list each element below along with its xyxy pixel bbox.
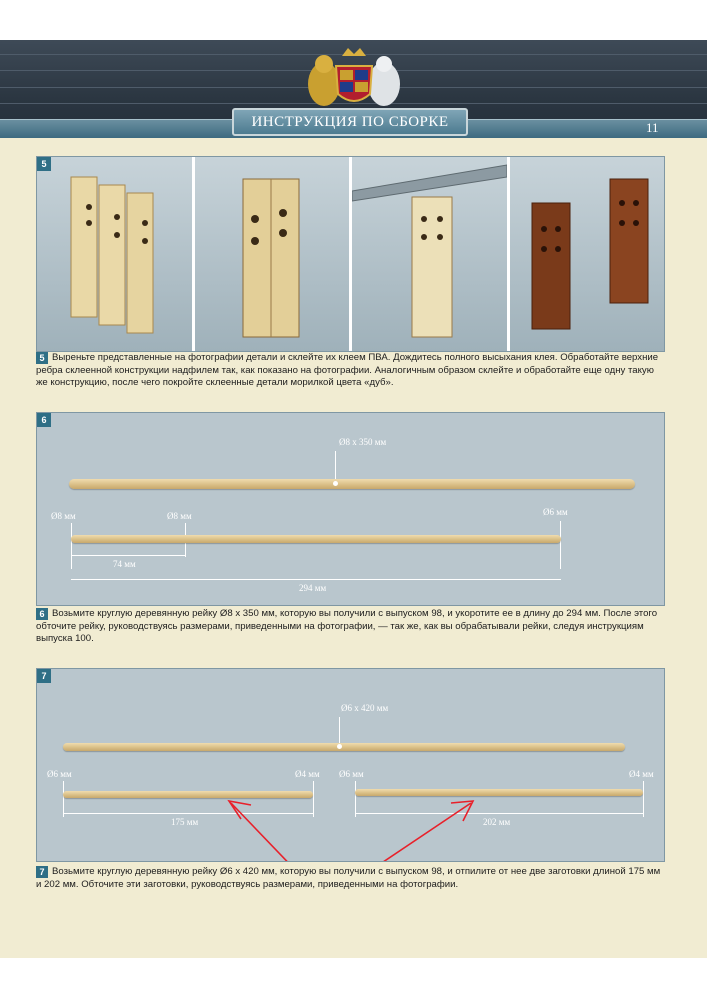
page-title: ИНСТРУКЦИЯ ПО СБОРКЕ	[232, 108, 468, 136]
step6-caption	[36, 608, 666, 646]
step5-photo-2	[195, 157, 349, 351]
caption-text: Возьмите круглую деревянную рейку Ø8 x 350 мм, которую вы получили с выпуском 98, и укоротите ее в длину до 294 мм. После этого обточите рейку, руководствуясь размерами, приведенными на фотографии, — так же, как вы обрабатывали рейки, следуя инструкциям выпуска 100.	[36, 608, 658, 644]
length-label: 175 мм	[171, 817, 199, 827]
diameter-label: Ø8 мм	[51, 511, 76, 521]
rod-dimension-label: Ø8 x 350 мм	[339, 437, 387, 447]
step5-caption	[36, 352, 666, 390]
length-label: 294 мм	[299, 583, 327, 593]
glued-blocks-image	[37, 157, 192, 351]
step7-caption	[36, 866, 666, 891]
caption-text: Выреньте представленные на фотографии детали и склейте их клеем ПВА. Дождитесь полного высыхания клея. Обработайте верхние ребра склеенной конструкции надфилем так, как показано на фотографии. Аналогичным образом склейте и обработайте еще одну такую же конструкцию, после чего покройте склеенные детали морилкой цвета «дуб».	[36, 352, 659, 388]
rod-dimension-label: Ø6 x 420 мм	[341, 703, 389, 713]
royal-crest-icon	[296, 42, 412, 112]
length-label: 74 мм	[113, 559, 136, 569]
dimension-line	[71, 555, 185, 556]
caption-text: Возьмите круглую деревянную рейку Ø6 x 420 мм, которую вы получили с выпуском 98, и отпилите от нее две заготовки длиной 175 мм и 202 мм. Обточите эти заготовки, руководствуясь размерами, приведенными на фотографии.	[36, 866, 661, 890]
dimension-tick	[71, 523, 72, 569]
caption-badge: 6	[36, 608, 48, 620]
stained-blocks-image	[510, 157, 664, 351]
rod-294	[71, 535, 561, 543]
rod-350	[69, 479, 635, 489]
diameter-label: Ø6 мм	[47, 769, 72, 779]
step6-panel	[36, 412, 665, 606]
step5-panel	[36, 156, 665, 352]
diameter-label: Ø4 мм	[295, 769, 320, 779]
stacked-block-image	[195, 157, 349, 351]
dimension-line	[71, 579, 561, 580]
step5-photo-1	[37, 157, 192, 351]
step-badge: 7	[37, 669, 51, 683]
leader-line	[335, 451, 336, 479]
step-badge: 5	[37, 157, 51, 171]
diameter-label: Ø4 мм	[629, 769, 654, 779]
leader-dot	[333, 481, 338, 486]
diameter-label: Ø6 мм	[543, 507, 568, 517]
diameter-label: Ø8 мм	[167, 511, 192, 521]
file-block-image	[352, 157, 507, 351]
length-label: 202 мм	[483, 817, 511, 827]
red-arrows-annotation	[37, 669, 664, 861]
manual-page	[0, 40, 707, 958]
page-number: 11	[646, 120, 659, 135]
step5-photo-3	[352, 157, 507, 351]
caption-badge: 7	[36, 866, 48, 878]
step7-panel	[36, 668, 665, 862]
caption-badge: 5	[36, 352, 48, 364]
step5-photo-4	[510, 157, 664, 351]
dimension-tick	[560, 521, 561, 569]
step-badge: 6	[37, 413, 51, 427]
diameter-label: Ø6 мм	[339, 769, 364, 779]
